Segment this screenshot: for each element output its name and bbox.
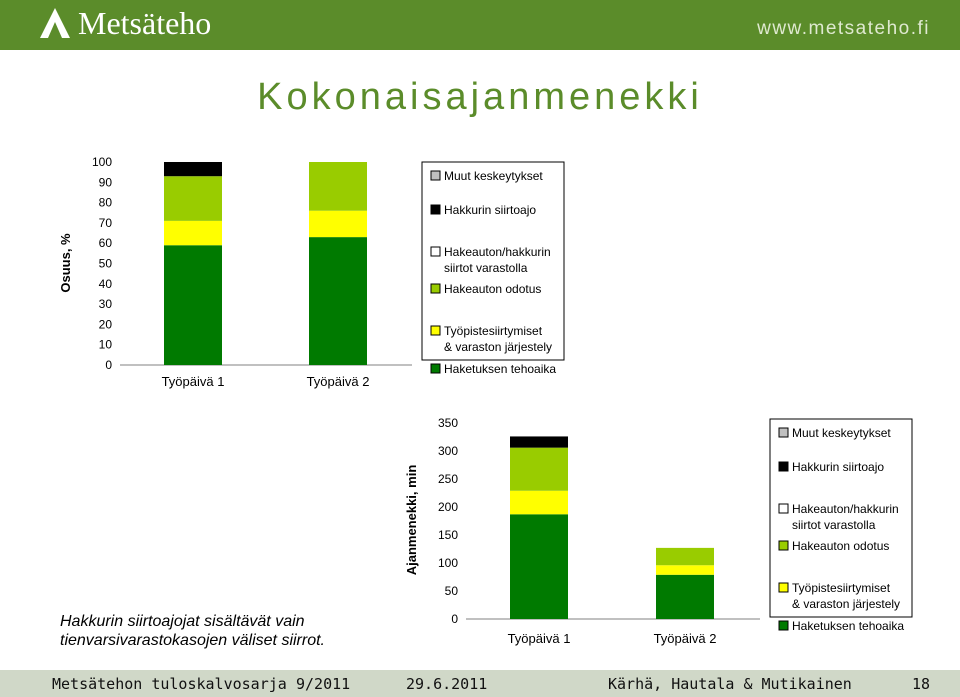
chart1-bar-ty-p-iv-1-hakkurin-siirtoajo <box>164 162 222 176</box>
chart1-legend-label-hakeauton-hakkurin-siirtot-varastolla: Hakeauton/hakkurin <box>444 245 551 259</box>
chart1-legend-swatch-muut-keskeytykset <box>431 171 440 180</box>
chart1-y-tick-label: 100 <box>91 155 112 169</box>
chart1-bar-ty-p-iv-2-hakeauton-odotus <box>309 162 367 211</box>
chart1-legend-label-ty-pistesiirtymiset-varaston-j-rjestely: & varaston järjestely <box>444 340 553 354</box>
chart1-y-tick-label: 40 <box>98 276 112 291</box>
chart2-y-tick-label: 100 <box>437 556 458 570</box>
chart1-y-tick-label: 30 <box>98 297 112 312</box>
chart2-legend-label-muut-keskeytykset: Muut keskeytykset <box>792 426 891 440</box>
chart2-category-label: Työpäivä 1 <box>507 631 571 646</box>
chart2-y-tick-label: 250 <box>437 472 458 486</box>
footer-number: 9/2011 <box>296 675 351 693</box>
chart1-legend-label-hakeauton-hakkurin-siirtot-varastolla: siirtot varastolla <box>444 261 528 275</box>
chart1-legend-swatch-hakeauton-hakkurin-siirtot-varastolla <box>431 247 440 256</box>
chart1-y-tick-label: 10 <box>98 337 112 352</box>
chart2-legend-label-hakeauton-hakkurin-siirtot-varastolla: Hakeauton/hakkurin <box>792 502 899 516</box>
chart2-y-tick-label: 50 <box>444 584 458 598</box>
chart1-legend-label-hakeauton-odotus: Hakeauton odotus <box>444 282 542 296</box>
chart2-legend-swatch-ty-pistesiirtymiset-varaston-j-rjestely <box>779 583 788 592</box>
chart1-bar-ty-p-iv-1-haketuksen-tehoaika <box>164 245 222 365</box>
footer-date: 29.6.2011 <box>406 675 488 693</box>
footer-bar <box>0 670 960 697</box>
chart1-y-tick-label: 60 <box>98 236 112 251</box>
chart2-y-axis-label: Ajanmenekki, min <box>404 464 419 576</box>
chart1-y-tick-label: 70 <box>98 215 112 230</box>
chart2-category-label: Työpäivä 2 <box>653 631 717 646</box>
chart2-legend-swatch-hakeauton-hakkurin-siirtot-varastolla <box>779 504 788 513</box>
chart2-legend-swatch-haketuksen-tehoaika <box>779 621 788 630</box>
chart1-y-axis-label: Osuus, % <box>58 233 73 293</box>
chart1-y-tick-label: 50 <box>98 256 112 271</box>
page-title: Kokonaisajanmenekki <box>257 76 703 118</box>
footnote-line-1: Hakkurin siirtoajojat sisältävät vain <box>60 613 305 630</box>
chart1-legend-swatch-hakkurin-siirtoajo <box>431 205 440 214</box>
chart1-y-tick-label: 0 <box>105 358 112 372</box>
chart2-legend-swatch-hakeauton-odotus <box>779 541 788 550</box>
chart1-legend-swatch-ty-pistesiirtymiset-varaston-j-rjestely <box>431 326 440 335</box>
footer-series: Metsätehon tuloskalvosarja <box>52 675 287 693</box>
footnote <box>60 612 325 650</box>
chart2-legend-label-ty-pistesiirtymiset-varaston-j-rjestely: & varaston järjestely <box>792 597 901 611</box>
chart2-y-tick-label: 0 <box>451 612 458 626</box>
chart2-bar-ty-p-iv-1-haketuksen-tehoaika <box>510 514 568 619</box>
chart1-legend-swatch-haketuksen-tehoaika <box>431 364 440 373</box>
chart1-bar-ty-p-iv-2-haketuksen-tehoaika <box>309 237 367 365</box>
chart2-y-tick-label: 350 <box>437 416 458 430</box>
chart2-bar-ty-p-iv-2-hakeauton-odotus <box>656 548 714 565</box>
chart1-bar-ty-p-iv-2-ty-pistesiirtymiset-varaston-j-rjestely <box>309 211 367 237</box>
chart1-bar-ty-p-iv-1-ty-pistesiirtymiset-varaston-j-rjestely <box>164 221 222 245</box>
chart2-legend-label-hakeauton-odotus: Hakeauton odotus <box>792 539 890 553</box>
footnote-line-2: tienvarsivarastokasojen väliset siirrot. <box>60 632 325 649</box>
site-url[interactable]: www.metsateho.fi <box>757 18 930 39</box>
footer-authors: Kärhä, Hautala & Mutikainen <box>608 675 852 693</box>
chart1-legend-label-ty-pistesiirtymiset-varaston-j-rjestely: Työpistesiirtymiset <box>444 324 543 338</box>
chart2-bar-ty-p-iv-2-haketuksen-tehoaika <box>656 575 714 619</box>
chart1-legend-swatch-hakeauton-odotus <box>431 284 440 293</box>
chart2-y-tick-label: 200 <box>437 500 458 514</box>
chart2-legend-label-haketuksen-tehoaika: Haketuksen tehoaika <box>792 619 905 633</box>
chart2-legend-label-hakeauton-hakkurin-siirtot-varastolla: siirtot varastolla <box>792 518 876 532</box>
chart1-category-label: Työpäivä 1 <box>161 374 225 389</box>
chart2-y-tick-label: 300 <box>437 444 458 458</box>
chart2-legend-swatch-muut-keskeytykset <box>779 428 788 437</box>
chart2-y-tick-label: 150 <box>437 528 458 542</box>
chart2-bar-ty-p-iv-1-hakkurin-siirtoajo <box>510 436 568 447</box>
chart1-y-tick-label: 80 <box>98 195 112 210</box>
chart1-bar-ty-p-iv-1-hakeauton-odotus <box>164 176 222 221</box>
chart1-y-tick-label: 90 <box>98 175 112 190</box>
chart1-legend-label-haketuksen-tehoaika: Haketuksen tehoaika <box>444 362 557 376</box>
chart2-legend-label-hakkurin-siirtoajo: Hakkurin siirtoajo <box>792 460 885 474</box>
chart2-bar-ty-p-iv-1-ty-pistesiirtymiset-varaston-j-rjestely <box>510 491 568 515</box>
chart2-legend-label-ty-pistesiirtymiset-varaston-j-rjestely: Työpistesiirtymiset <box>792 581 891 595</box>
logo-text: Metsäteho <box>78 4 212 41</box>
chart1-y-tick-label: 20 <box>98 317 112 332</box>
footer-page-number: 18 <box>912 675 931 693</box>
chart1-legend-label-muut-keskeytykset: Muut keskeytykset <box>444 169 543 183</box>
chart2-bar-ty-p-iv-2-ty-pistesiirtymiset-varaston-j-rjestely <box>656 565 714 575</box>
chart1-legend-label-hakkurin-siirtoajo: Hakkurin siirtoajo <box>444 203 537 217</box>
chart2-legend-swatch-hakkurin-siirtoajo <box>779 462 788 471</box>
chart2-bar-ty-p-iv-1-hakeauton-odotus <box>510 448 568 491</box>
chart1-category-label: Työpäivä 2 <box>306 374 370 389</box>
